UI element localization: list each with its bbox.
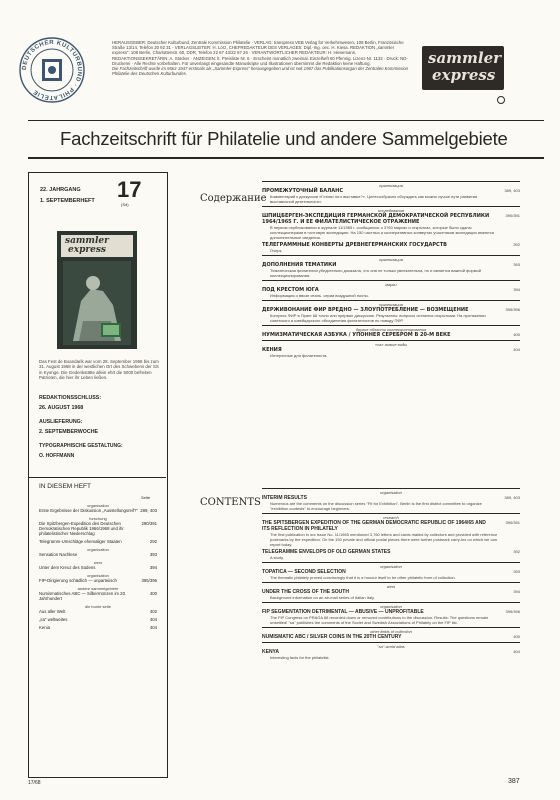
toc-entry-page: 289, 403 xyxy=(140,508,157,513)
contents-entry-page: 393 xyxy=(513,262,520,267)
contents-entry-page: 400 xyxy=(513,634,520,639)
contents-entry-title: КЕНИЯ xyxy=(262,347,282,353)
contents-entry-desc: Конгресс ФИР в Праге 68 точно или прервал дискуссию. Результаты: вопросы остаются открытыми. На протяжении советского и швейцарского объединения филателистов по поводу ПФР. xyxy=(270,313,486,323)
toc-entry-page: 393 xyxy=(149,552,157,557)
contents-entry-title: THE SPITSBERGEN EXPEDITION OF THE GERMAN DEMOCRATIC REPUBLIC OF 1964/65 AND ITS REFLECTION IN PHILATELY xyxy=(262,520,486,532)
title-rule xyxy=(28,157,544,159)
contents-en xyxy=(262,488,520,662)
contents-section: wers xyxy=(262,582,520,589)
contents-entry-title: INTERIM RESULTS xyxy=(262,495,307,501)
toc-title: IN DIESEM HEFT xyxy=(39,483,92,490)
contents-section: организация xyxy=(262,255,520,262)
contents-entry xyxy=(262,206,520,240)
issue-sub: (Sd) xyxy=(121,202,129,207)
contents-entry-title: TELEGRAMME ENVELOPS OF OLD GERMAN STATES xyxy=(262,549,391,555)
contents-entry-page: 404 xyxy=(513,649,520,654)
sidebar-divider xyxy=(29,477,166,478)
contents-ru xyxy=(262,181,520,360)
issue-label: 1. SEPTEMBERHEFT xyxy=(40,198,95,204)
page-title: Fachzeitschrift für Philatelie und andere Sammelgebiete xyxy=(60,128,508,149)
toc-entry-title: Numismatisches ABC — Silbermünzen im 20. Jahrhundert xyxy=(39,591,127,601)
toc-entry-page: 292 xyxy=(149,539,157,544)
logo-line1: sammler xyxy=(428,49,502,67)
contents-entry-page: 390/391 xyxy=(505,213,520,218)
contents-entry-desc: Background information on an air-mail series of Italian Italy. xyxy=(270,595,375,600)
contents-entry-page: 404 xyxy=(513,347,520,352)
issue-number: 17 xyxy=(117,177,142,202)
toc-entry-page: 402 xyxy=(149,609,157,614)
toc-seite: Seite xyxy=(141,495,151,500)
contents-ru-heading: Содержание xyxy=(200,193,267,204)
toc-entry-title: Sensation Nachlese xyxy=(39,552,78,557)
cover-title1: sammler xyxy=(65,236,109,246)
contents-entry xyxy=(262,627,520,640)
contents-entry-page: 395/396 xyxy=(505,307,520,312)
toc-entry xyxy=(39,547,157,557)
contents-section: organisation xyxy=(262,488,520,495)
contents-entry-title: НУМИЗМАТИЧЕСКАЯ АЗБУКА / УПОННЕЯ СЕРЕБРОМ В 20-М ВЕКЕ xyxy=(262,332,451,338)
toc-entry-title: Kenia xyxy=(39,625,50,630)
contents-entry-title: ПРОМЕЖУТОЧНЫЙ БАЛАНС xyxy=(262,188,344,194)
contents-entry xyxy=(262,340,520,358)
header-rule xyxy=(28,120,544,121)
contents-entry-desc: The first publication in our issue No. 11/1965 mentioned 3,760 letters and cards mailed by collectors and provided with reference postmarks by the expedition. On the 150 private and official postal pieces there were further postmark carry-ins on which we can report today. xyxy=(270,532,498,547)
toc-list xyxy=(39,503,157,633)
contents-entry-title: TOPATICA — SECOND SELECTION xyxy=(262,569,346,575)
contents-entry-desc: Информация о ввозе италь. серии воздушной почты. xyxy=(270,293,369,298)
toc-section: wers xyxy=(93,560,103,565)
cover-title2: express xyxy=(68,245,106,255)
toc-entry-page: 290/391 xyxy=(141,521,157,526)
contents-entry-title: ШПИЦБЕРГЕН-ЭКСПЕДИЦИЯ ГЕРМАНСКОЙ ДЕМОКРАТИЧЕСКОЙ РЕСПУБЛИКИ 1964/1965 Г. И ЕЕ ФИЛАТЕЛИСТИЧЕСКОЕ ОТРАЖЕНИЕ xyxy=(262,213,490,225)
redaktionsschluss-value: 26. AUGUST 1968 xyxy=(39,405,84,411)
toc-section: andere sammelgebiete xyxy=(77,586,119,591)
contents-section: марки xyxy=(262,280,520,287)
contents-entry-page: 389, 403 xyxy=(504,188,520,193)
contents-entry-page: 400 xyxy=(513,332,520,337)
toc-entry-title: Erste Ergebnisse der Diskussion „Ausstellungsreif?“ xyxy=(39,508,138,513)
contents-entry-desc: Комментарий к дискуссии «Готово ли к выставке?». Целесообразно обсуждать как можно лучше пути развития выставочной деятельности. xyxy=(270,194,478,204)
contents-entry-desc: В первом опубликовании в журнале 11/1965 г. сообщалось о 3760 марках и открытках, которые были сданы коллекционерами в почтовую экспедицию. На 150 частных и кооперативных конвертах участников экспедиции имеются дополнительные сведения. xyxy=(270,225,494,240)
toc-entry xyxy=(39,604,157,614)
contents-entry-title: FIP SEGMENTATION DETRIMENTAL — ABUSIVE — UNPROFITABLE xyxy=(262,609,424,615)
contents-section: "sa"-world atlas xyxy=(262,642,520,649)
contents-entry xyxy=(262,181,520,204)
sidebar-box xyxy=(28,172,168,778)
contents-entry xyxy=(262,325,520,338)
contents-entry xyxy=(262,280,520,298)
contents-entry-page: 392 xyxy=(513,242,520,247)
toc-entry xyxy=(39,516,157,536)
contents-entry xyxy=(262,582,520,600)
publisher-text: HERAUSGEBER: Deutscher Kulturbund, Zentrale Kommission Philatelie · VERLAG: transpress VEB Verlag für Verkehrswesen, 108 Berlin, Französische Straße 13/14, Telefon 20 92 31 · VERLAGSLEITER: H. Lörz, CHEFREDAKTEUR DES VERLAGES: Dipl.-Ing. oec. H. Kiesa. REDAKTION „sammler express“: 108 Berlin, Charlottenstr. 60, DDR, Telefon 22 67 43/22 67 26 · VERANTWORTLICHER REDAKTEUR: H. Hiesemann, REDAKTIONSSEKRETÄRIN: A. Stöcker · ANZEIGEN: lt. Preisliste Nr. 6 · Erscheint monatlich zweimal. Einzelheft 60 Pfennig. Lizenz-Nr. 1132 · Druck: ND-Druckerei · Alle Rechte vorbehalten. Für unverlangt eingesandte Manuskripte und Illustrationen übernimmt die Redaktion keine Haftung. Die Fachzeitschrift wurde im März 1947 erstmals als „Sammler-Express“ herausgegeben und ist seit 1967 das Publikationsorgan der Zentralen Kommission Philatelie des Deutschen Kulturbundes. xyxy=(112,40,409,77)
contents-entry-page: 389, 403 xyxy=(504,495,520,500)
contents-section: организация xyxy=(262,181,520,188)
toc-entry-page: 400 xyxy=(149,591,157,596)
contents-entry-title: NUMISMATIC ABC / SILVER COINS IN THE 20TH CENTURY xyxy=(262,634,402,640)
contents-entry-title: ПОД КРЕСТОМ ЮГА xyxy=(262,287,319,293)
cover-image xyxy=(57,231,137,349)
toc-entry-title: FIP-Dirigierung schädlich — unparteiisch xyxy=(39,578,117,583)
contents-entry-page: 394 xyxy=(513,589,520,594)
cover-caption: Das Fest de Boandarik war vom 28. September 1968 bis zum 31. August 1968 in der westlichen Ort des Schwebens der SS in Kyonge. Die Gedenkstätte allein ehrt die 5000 befreiten Patrioten, die hier ihr Leben ließen. xyxy=(39,359,159,380)
contents-entry xyxy=(262,602,520,625)
contents-en-heading: CONTENTS xyxy=(200,497,261,508)
toc-entry-page: 394 xyxy=(149,565,157,570)
contents-entry-title: ТЕЛЕГРАММНЫЕ КОНВЕРТЫ ДРЕВНЕГЕРМАНСКИХ ГОСУДАРСТВ xyxy=(262,242,447,248)
toc-entry-page: 404 xyxy=(149,625,157,630)
contents-entry-desc: Interesting facts for the philatelist. xyxy=(270,655,330,660)
contents-section: другие области коллекционирования xyxy=(262,325,520,332)
page-number: 387 xyxy=(508,778,520,785)
contents-section: организация xyxy=(262,300,520,307)
contents-entry-desc: The FIP Congress on PRAGA 68 recorded down or removed contributions to the discussion. Results: The questions remain unsettled! "sa" publishes the comments of the Soviet and Swedish Associations of Philately on the FIP list. xyxy=(270,615,489,625)
contents-entry xyxy=(262,549,520,560)
kulturbund-seal xyxy=(18,36,86,104)
contents-section: organisation xyxy=(262,562,520,569)
toc-entry-title: „sa“ weltweites xyxy=(39,617,68,622)
contents-entry-desc: The thematic philately proved convincingly that it is a honour itself to be other philatelic form of collection. xyxy=(270,575,456,580)
toc-entry xyxy=(39,586,157,601)
toc-entry xyxy=(39,560,157,570)
contents-entry-page: 393 xyxy=(513,569,520,574)
contents-entry-page: 394 xyxy=(513,287,520,292)
toc-entry-page: 404 xyxy=(149,617,157,622)
toc-entry-title: Unter dem Kreuz des Südens xyxy=(39,565,96,570)
contents-entry xyxy=(262,488,520,511)
contents-entry-desc: Очерк. xyxy=(270,248,283,253)
typo-label: TYPOGRAPHISCHE GESTALTUNG: xyxy=(39,443,123,449)
toc-entry xyxy=(39,539,157,544)
contents-entry xyxy=(262,642,520,660)
contents-entry xyxy=(262,562,520,580)
contents-section: other fields of collection xyxy=(262,627,520,634)
history-text: Die Fachzeitschrift wurde im März 1947 erstmals als „Sammler-Express“ herausgegeben und ist seit 1967 das Publikationsorgan der Zentralen Kommission Philatelie des Deutschen Kulturbundes. xyxy=(112,66,409,77)
contents-section: «са»-новые виды xyxy=(262,340,520,347)
contents-entry-page: 392 xyxy=(513,549,520,554)
contents-entry xyxy=(262,255,520,278)
contents-entry-desc: Тематическая филателия убедительно доказала, что она не только увлекательна, но и является важной формой коллекционирования. xyxy=(270,268,481,278)
seal-text: DEUTSCHER KULTURBUND · PHILATELIE xyxy=(21,39,83,101)
auslieferung-label: AUSLIEFERUNG: xyxy=(39,419,83,425)
contents-entry-desc: Numerous are the comments on the discussion series "Fit for Exhibition". Berlin is the first district committee to organize "exhibition contests" to encourage beginners. xyxy=(270,501,482,511)
toc-entry-title: Die Spitzbergen-Expedition des Deutschen Demokratischen Republik 1966/1968 und ihr philatelistischer Niederschlag xyxy=(39,521,124,536)
contents-entry-title: UNDER THE CROSS OF THE SOUTH xyxy=(262,589,349,595)
toc-entry xyxy=(39,503,157,513)
toc-section: organisation xyxy=(87,573,109,578)
toc-entry xyxy=(39,625,157,630)
sammler-express-logo xyxy=(422,46,504,90)
contents-section: исследования xyxy=(262,206,520,213)
redaktionsschluss-label: REDAKTIONSSCHLUSS: xyxy=(39,395,102,401)
toc-entry-title: Telegramm-Umschläge ehemaliger Staaten xyxy=(39,539,122,544)
contents-entry-page: 395/396 xyxy=(505,609,520,614)
toc-entry xyxy=(39,617,157,622)
contents-entry-page: 390/391 xyxy=(505,520,520,525)
contents-entry xyxy=(262,300,520,323)
footer-left: 17/68 xyxy=(28,780,41,786)
contents-entry-desc: A study. xyxy=(270,555,284,560)
logo-line2: express xyxy=(432,66,496,84)
logo-ornament-icon xyxy=(496,90,506,100)
toc-entry-page: 395/396 xyxy=(141,578,157,583)
contents-entry-title: KENYA xyxy=(262,649,280,655)
contents-section: research xyxy=(262,513,520,520)
contents-entry xyxy=(262,513,520,547)
jahrgang: 22. JAHRGANG xyxy=(40,187,81,193)
contents-entry-desc: Интересные для филателиста. xyxy=(270,353,328,358)
typo-value: O. HOFFMANN xyxy=(39,453,75,459)
contents-entry-title: ДЕРЖИВОНАНИЕ ФИР ВРЕДНО — ЗЛОУПОТРЕБЛЕНИЕ — ВОЗМЕЩЕНИЕ xyxy=(262,307,469,313)
toc-entry-title: Aus aller Welt xyxy=(39,609,66,614)
contents-entry xyxy=(262,242,520,253)
auslieferung-value: 2. SEPTEMBERWOCHE xyxy=(39,429,99,435)
toc-section: die bunte seite xyxy=(84,604,112,609)
toc-section: organisation xyxy=(87,503,109,508)
toc-section: forschung xyxy=(89,516,107,521)
toc-entry xyxy=(39,573,157,583)
contents-entry-title: ДОПОЛНЕНИЯ ТЕМАТИКИ xyxy=(262,262,337,268)
toc-section: organisation xyxy=(87,547,109,552)
contents-section: organisation xyxy=(262,602,520,609)
